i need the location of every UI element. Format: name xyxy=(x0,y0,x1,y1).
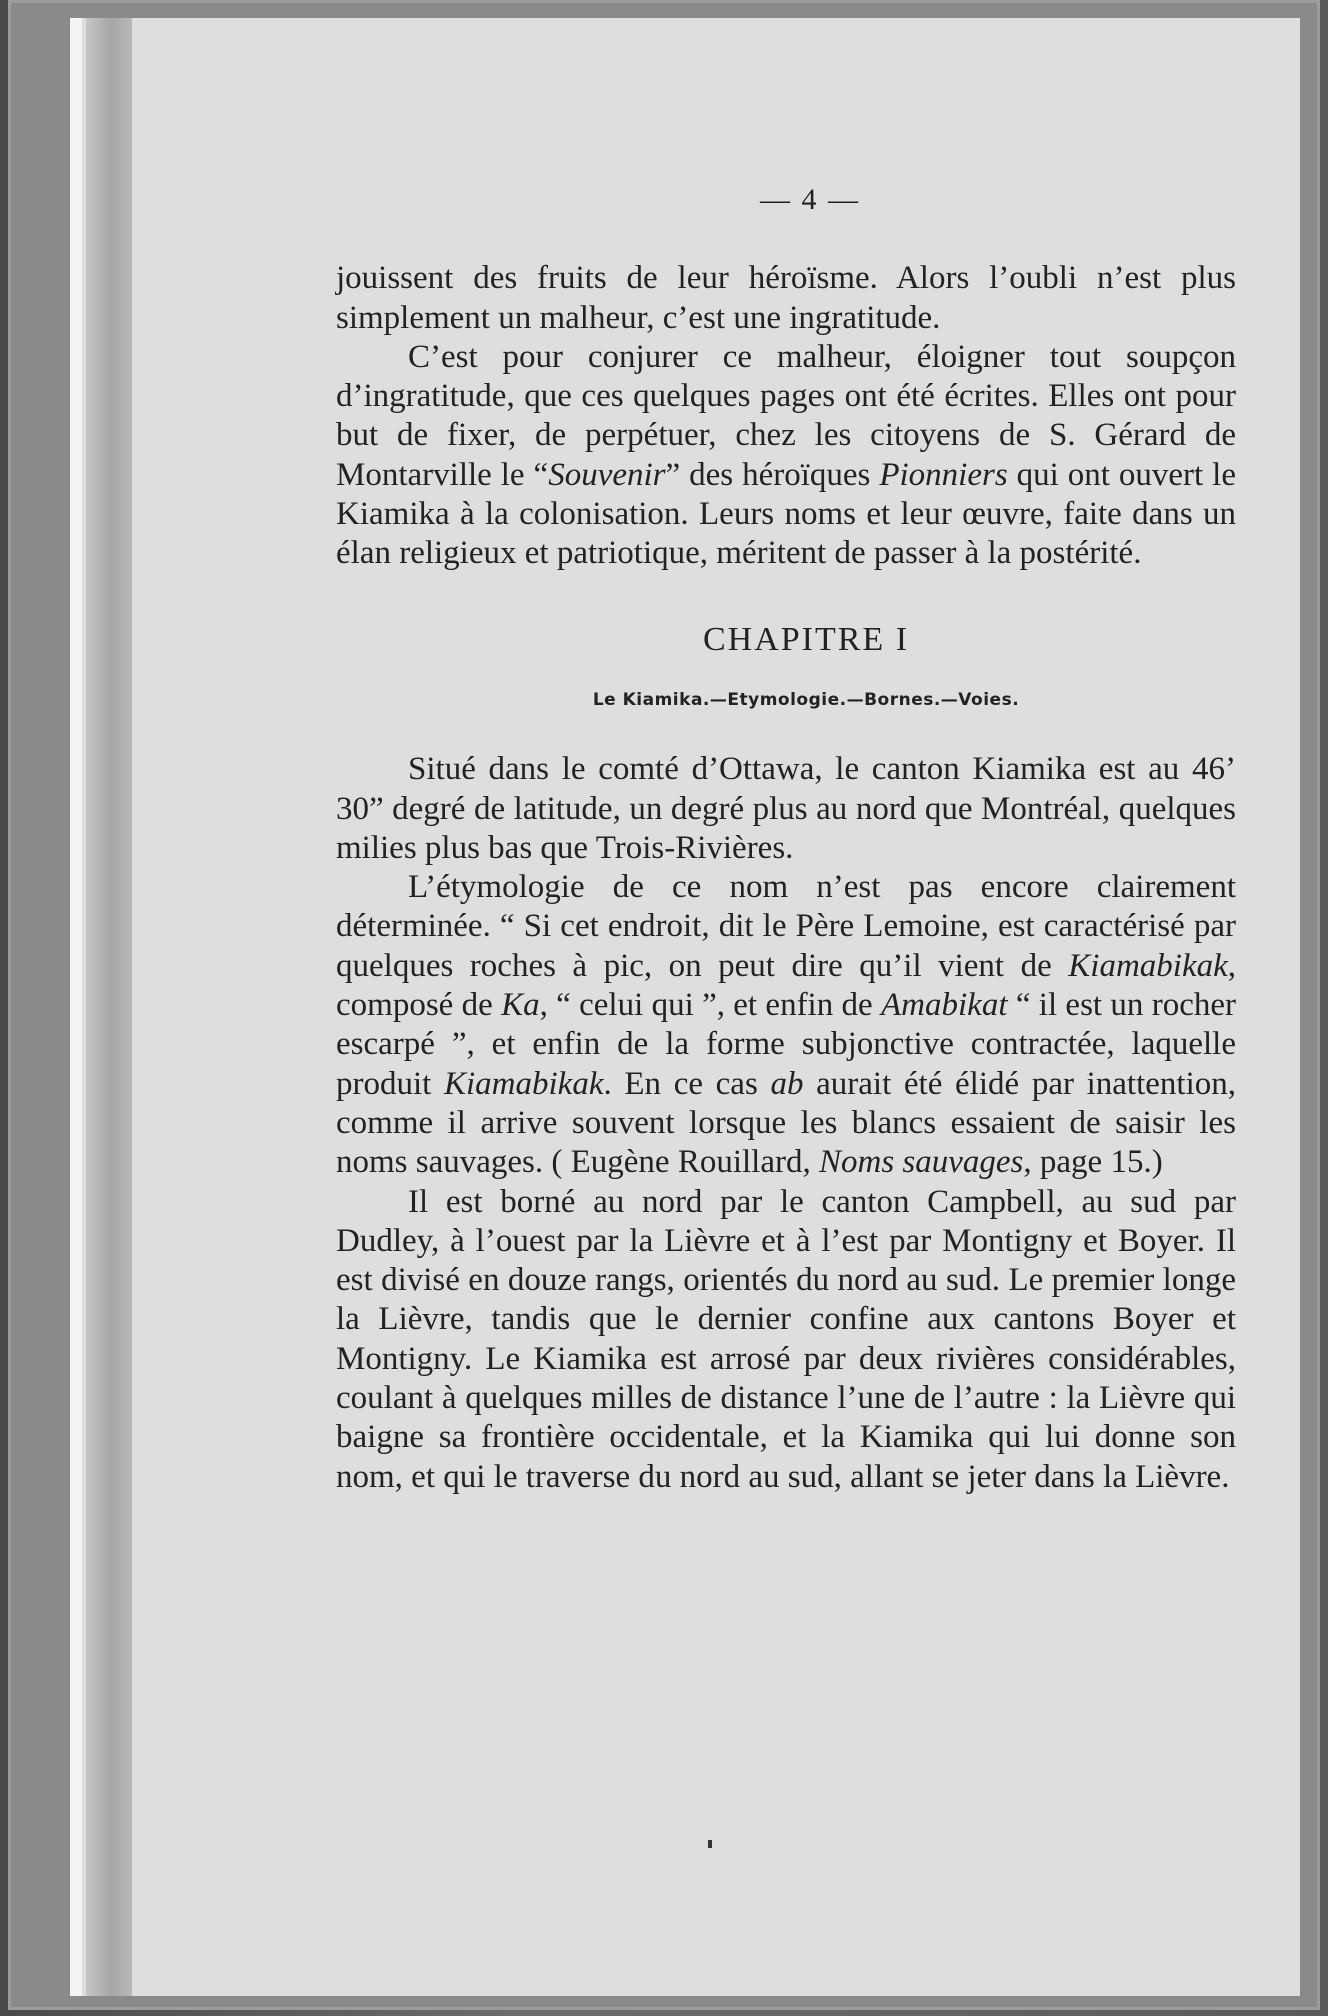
italic-text-run: Kiamabikak xyxy=(1068,947,1228,984)
italic-text-run: Ka xyxy=(501,987,540,1024)
text-run: C’est pour conjurer ce malheur, éloigner tout soupçon d’ingratitude, que ces quelques pages ont été écrites. Elles ont pour but de fixer, de perpétuer, chez les citoyens de S. Gérard de Montarville le “ xyxy=(336,338,1236,493)
text-run: . En ce cas xyxy=(603,1065,771,1102)
text-run: Il est borné au nord par le canton Campbell, au sud par Dudley, à l’ouest par la Lièvre et à l’est par Montigny et Boyer. Il est divisé en douze rangs, orientés du nord au sud. Le premier longe la Lièvre, tandis que le dernier confine aux cantons Boyer et Montigny. Le Kiamika est arrosé par deux rivières considérables, coulant à quelques milles de distance l’une de l’autre : la Lièvre qui baigne sa frontière occidentale, et la Kiamika qui lui donne son nom, et qui le traverse du nord au sud, allant se jeter dans la Lièvre. xyxy=(336,1183,1236,1495)
chapter-subtitle: Le Kiamika.—Etymologie.—Bornes.—Voies. xyxy=(592,689,1020,710)
text-run: qui ont ouvert le Kiamika à la colonisation. Leurs noms et leur œuvre, faite dans un élan religieux et patriotique, méritent de passer à la postérité. xyxy=(336,456,1236,572)
paragraph xyxy=(336,1183,1236,1497)
text-run: aurait été élidé par inattention, comme il arrive souvent lorsque les blancs essaient de saisir les noms sauvages. ( Eugène Rouillard, xyxy=(336,1065,1237,1181)
italic-text-run: Noms sauvages xyxy=(818,1144,1024,1181)
page-text-block xyxy=(336,180,1236,1497)
italic-text-run: Amabikat xyxy=(881,987,1008,1024)
italic-text-run: ab xyxy=(770,1065,804,1102)
page-gutter xyxy=(86,18,132,1996)
text-run: “ il est un rocher escarpé ”, et enfin de la forme subjonctive contractée, laquelle produit xyxy=(336,987,1236,1102)
paragraph xyxy=(336,259,1236,338)
paragraph xyxy=(336,868,1236,1182)
chapter-title: CHAPITRE I xyxy=(702,620,910,658)
text-run: , “ celui qui ”, et enfin de xyxy=(539,987,882,1024)
opening-paragraphs xyxy=(336,259,1236,573)
text-run: jouissent des fruits de leur héroïsme. Alors l’oubli n’est plus simplement un malheur, c’est une ingratitude. xyxy=(336,260,1236,336)
text-run: ” des héroïques xyxy=(665,456,880,493)
paragraph xyxy=(336,750,1236,868)
paragraph xyxy=(336,338,1236,574)
page-number: — 4 — xyxy=(760,183,860,216)
italic-text-run: Kiamabikak xyxy=(444,1065,604,1102)
chapter-body xyxy=(336,750,1236,1497)
italic-text-run: Pionniers xyxy=(879,456,1008,493)
text-run: , page 15.) xyxy=(1023,1144,1163,1181)
ink-speck xyxy=(708,1840,712,1848)
text-run: Situé dans le comté d’Ottawa, le canton Kiamika est au 46’ 30” degré de latitude, un degré plus au nord que Montréal, quelques milies plus bas que Trois-Rivières. xyxy=(336,751,1236,866)
italic-text-run: Souvenir xyxy=(548,456,666,493)
text-run: , composé de xyxy=(336,947,1236,1024)
text-run: L’étymologie de ce nom n’est pas encore clairement déterminée. “ Si cet endroit, dit le Père Lemoine, est caractérisé par quelques roches à pic, on peut dire qu’il vient de xyxy=(336,869,1236,984)
